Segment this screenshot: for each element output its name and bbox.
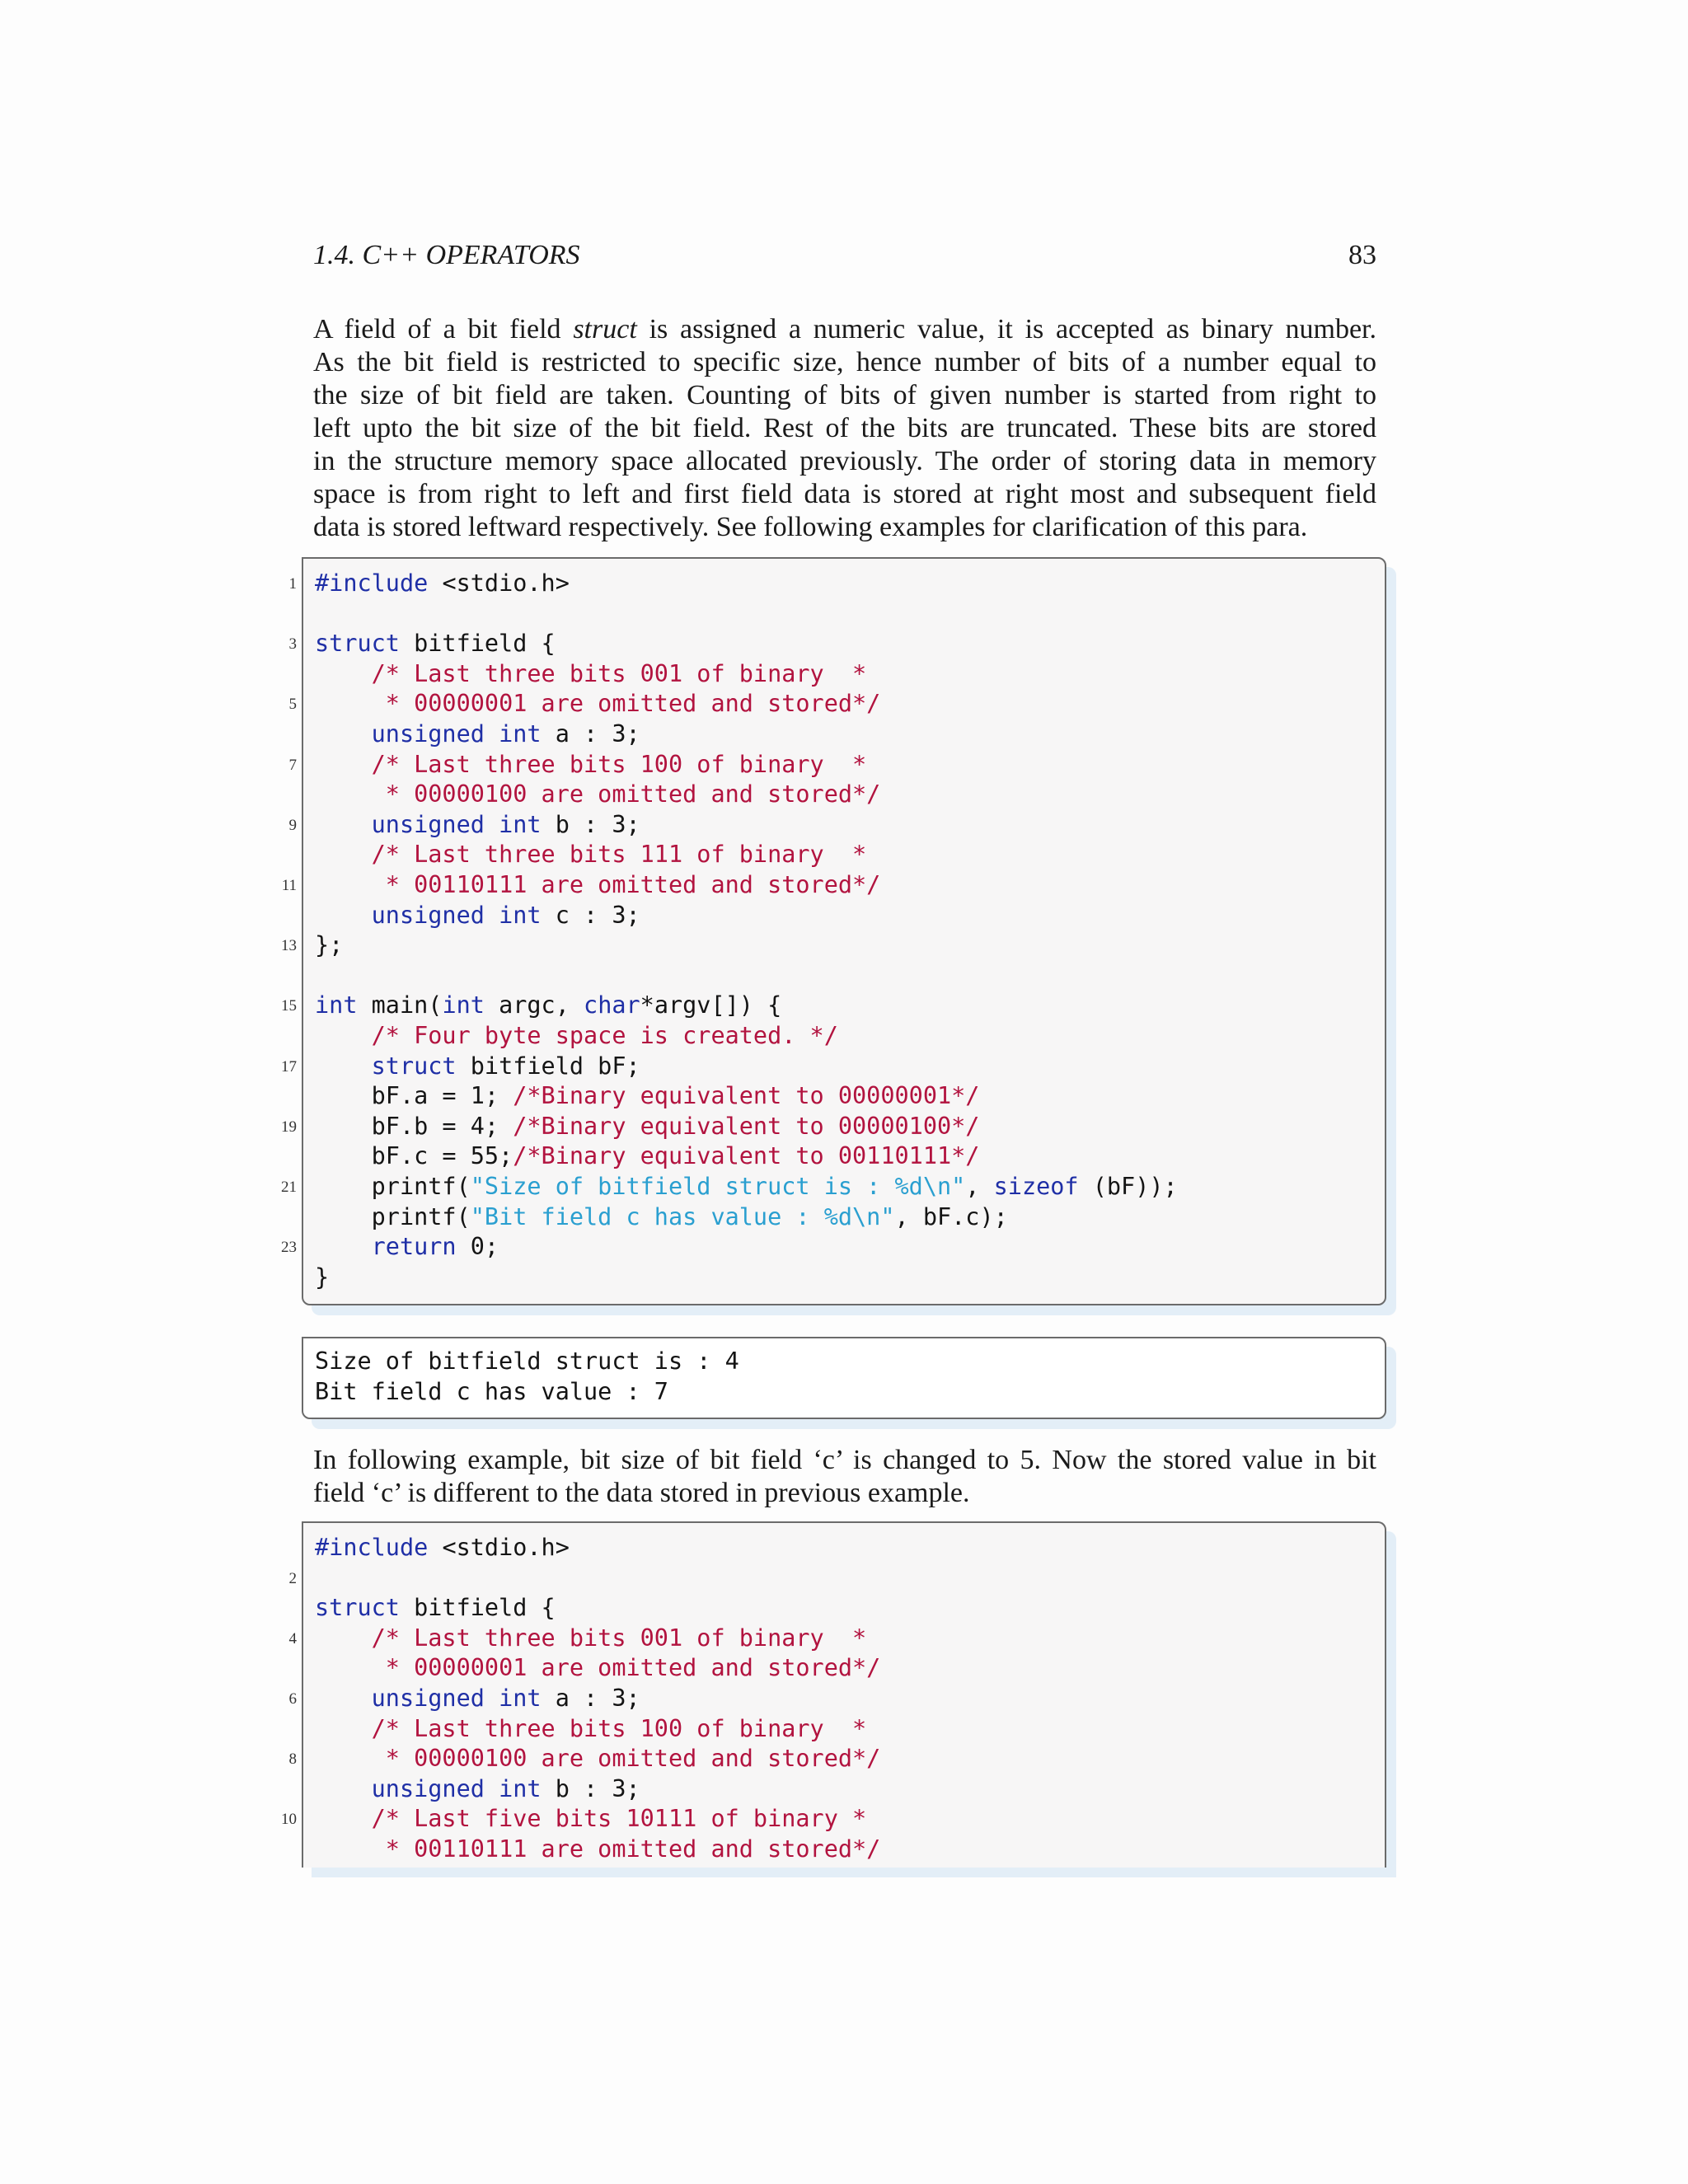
code-comment: /* Last three bits 001 of binary * <box>371 1624 867 1652</box>
code-text <box>315 841 372 868</box>
code-line <box>315 1653 880 1684</box>
code-text <box>315 660 372 687</box>
line-number: 2 <box>288 1569 297 1587</box>
code-text <box>315 1654 386 1681</box>
line-number: 13 <box>281 937 297 955</box>
paragraph-line <box>313 445 1376 478</box>
code-comment: /* Last three bits 100 of binary * <box>371 1714 867 1742</box>
code-keyword: int <box>499 1685 542 1712</box>
code-text <box>315 1685 372 1712</box>
line-number: 19 <box>281 1118 297 1136</box>
code-text: bF.a = 1; <box>315 1082 513 1110</box>
code-text: <stdio.h> <box>428 569 570 597</box>
line-number: 10 <box>281 1811 297 1829</box>
section-title: 1.4. C++ OPERATORS <box>313 240 580 270</box>
code-text: 0; <box>456 1233 499 1261</box>
code-text <box>315 902 372 929</box>
code-line <box>315 1232 499 1263</box>
code-line <box>315 1593 556 1624</box>
line-number: 8 <box>288 1750 297 1769</box>
code-text <box>485 902 499 929</box>
code-line <box>315 1714 866 1745</box>
code-line <box>315 1052 640 1082</box>
code-comment: /* Four byte space is created. */ <box>371 1022 838 1049</box>
code-text <box>315 1052 372 1080</box>
code-keyword: sizeof <box>993 1173 1079 1200</box>
code-text: <stdio.h> <box>428 1534 570 1561</box>
code-comment: /* Last three bits 001 of binary * <box>371 659 867 687</box>
code-listing-1 <box>302 557 1386 1305</box>
code-line <box>315 930 343 961</box>
code-text <box>315 751 372 778</box>
code-comment: * 00110111 are omitted and stored*/ <box>385 871 881 898</box>
code-line <box>315 901 640 931</box>
code-string: "Size of bitfield struct is : %d\n" <box>470 1173 966 1200</box>
code-keyword: char <box>584 991 640 1019</box>
code-line <box>315 1021 838 1052</box>
code-line <box>315 629 556 659</box>
text-run: In following example, bit size of bit field ‘c’ is changed to 5. Now the stored value in bit <box>313 1445 1376 1475</box>
paragraph-line <box>313 313 1376 346</box>
line-number: 7 <box>288 756 297 774</box>
code-line <box>315 1624 866 1654</box>
text-run: left upto the bit size of the bit field. Rest of the bits are truncated. These bits are stored <box>313 413 1376 443</box>
code-line <box>315 1744 880 1774</box>
code-text: a : 3; <box>541 720 640 748</box>
code-text <box>315 1233 372 1260</box>
code-text: printf( <box>315 1202 471 1230</box>
line-number: 23 <box>281 1239 297 1257</box>
code-text: printf( <box>315 1173 471 1200</box>
line-number: 11 <box>281 877 297 894</box>
code-text: c : 3; <box>541 901 640 929</box>
code-text: a : 3; <box>541 1685 640 1712</box>
code-text: }; <box>315 931 344 959</box>
code-keyword: unsigned <box>371 1774 485 1802</box>
code-text <box>315 1022 372 1049</box>
code-line <box>315 1112 979 1142</box>
paragraph-line <box>313 1477 1376 1510</box>
code-text <box>315 690 386 717</box>
code-line <box>315 1172 1178 1202</box>
code-text <box>315 871 386 898</box>
line-number: 4 <box>288 1629 297 1647</box>
code-comment: /*Binary equivalent to 00110111*/ <box>513 1142 980 1170</box>
code-text: bF.c = 55; <box>315 1142 513 1170</box>
emphasis-text: struct <box>573 314 637 344</box>
code-line <box>315 870 880 901</box>
line-number: 21 <box>281 1179 297 1196</box>
paragraph-line <box>313 511 1376 544</box>
code-text: *argv[]) { <box>640 991 782 1019</box>
code-keyword: int <box>499 901 542 929</box>
paragraph-bit-size-change <box>313 1444 1376 1510</box>
code-text <box>315 1835 386 1863</box>
code-line <box>315 689 880 719</box>
code-line <box>315 1835 880 1865</box>
code-comment: * 00000001 are omitted and stored*/ <box>385 690 881 718</box>
code-preprocessor: #include <box>315 569 429 597</box>
code-line <box>315 659 866 690</box>
code-text <box>315 811 372 838</box>
code-line <box>315 1263 329 1293</box>
text-run: is assigned a numeric value, it is accepted as binary number. <box>636 314 1376 344</box>
code-line <box>315 750 866 780</box>
code-comment: /*Binary equivalent to 00000100*/ <box>513 1112 980 1140</box>
code-keyword: unsigned <box>371 1685 485 1712</box>
paragraph-line <box>313 478 1376 511</box>
code-keyword: int <box>499 810 542 838</box>
code-keyword: return <box>371 1233 457 1261</box>
code-text: , bF.c); <box>894 1202 1008 1230</box>
code-text <box>315 1775 372 1802</box>
code-text: argc, <box>484 991 584 1019</box>
text-run: space is from right to left and first field data is stored at right most and subsequent field <box>313 479 1376 509</box>
code-comment: /* Last three bits 111 of binary * <box>371 841 867 869</box>
code-line <box>315 1141 979 1172</box>
code-listing-2 <box>302 1521 1386 1868</box>
code-text: bitfield bF; <box>456 1052 640 1080</box>
line-number: 5 <box>288 696 297 714</box>
program-output-1 <box>302 1337 1386 1419</box>
code-string: "Bit field c has value : %d\n" <box>470 1202 895 1230</box>
code-line <box>315 569 570 599</box>
text-run: data is stored leftward respectively. See following examples for clarification of this para. <box>313 512 1308 542</box>
code-text <box>315 1715 372 1742</box>
text-run: the size of bit field are taken. Counting of bits of given number is started from right to <box>313 380 1376 410</box>
line-number: 17 <box>281 1057 297 1076</box>
code-text <box>315 1624 372 1652</box>
code-keyword: int <box>499 720 542 748</box>
code-comment: * 00000100 are omitted and stored*/ <box>385 780 881 808</box>
line-number: 9 <box>288 816 297 834</box>
code-line <box>315 1377 668 1408</box>
code-line <box>315 1804 866 1835</box>
code-comment: * 00000001 are omitted and stored*/ <box>385 1654 881 1682</box>
code-comment: /*Binary equivalent to 00000001*/ <box>513 1082 980 1110</box>
code-text: Bit field c has value : 7 <box>315 1377 668 1405</box>
code-text: main( <box>357 991 443 1019</box>
code-text <box>485 1685 499 1712</box>
code-keyword: int <box>442 991 485 1019</box>
line-number: 1 <box>288 575 297 593</box>
code-keyword: int <box>499 1774 542 1802</box>
line-number: 15 <box>281 997 297 1015</box>
text-run: field ‘c’ is different to the data stored in previous example. <box>313 1478 970 1508</box>
code-line <box>315 1533 570 1563</box>
code-comment: /* Last five bits 10111 of binary * <box>371 1805 867 1833</box>
paragraph-line <box>313 379 1376 412</box>
code-line <box>315 719 640 750</box>
code-line <box>315 840 866 870</box>
code-text <box>485 1775 499 1802</box>
code-text <box>315 780 386 808</box>
code-line <box>315 1774 640 1805</box>
code-text <box>315 720 372 748</box>
code-keyword: struct <box>315 630 400 658</box>
text-run: in the structure memory space allocated previously. The order of storing data in memory <box>313 446 1376 476</box>
code-text <box>485 720 499 748</box>
code-line <box>315 1684 640 1714</box>
text-run: A field of a bit field <box>313 314 574 344</box>
page-number: 83 <box>1348 240 1376 270</box>
code-text: , <box>965 1173 994 1200</box>
code-text: bitfield { <box>399 1594 556 1622</box>
paragraph-line <box>313 346 1376 379</box>
paragraph-line <box>313 412 1376 445</box>
code-line <box>315 1202 1008 1233</box>
code-keyword: struct <box>371 1052 457 1080</box>
code-keyword: unsigned <box>371 901 485 929</box>
code-text <box>485 811 499 838</box>
code-text: Size of bitfield struct is : 4 <box>315 1347 739 1375</box>
code-text: b : 3; <box>541 1774 640 1802</box>
code-keyword: unsigned <box>371 720 485 748</box>
code-line <box>315 1081 979 1112</box>
code-line <box>315 780 880 810</box>
text-run: As the bit field is restricted to specific size, hence number of bits of a number equal to <box>313 347 1376 377</box>
code-comment: * 00000100 are omitted and stored*/ <box>385 1745 881 1773</box>
running-header <box>313 234 1376 277</box>
code-comment: /* Last three bits 100 of binary * <box>371 750 867 778</box>
code-line <box>315 810 640 841</box>
code-preprocessor: #include <box>315 1534 429 1561</box>
paragraph-line <box>313 1444 1376 1477</box>
line-number: 3 <box>288 635 297 654</box>
paragraph-bit-field-intro <box>313 313 1376 544</box>
code-keyword: unsigned <box>371 810 485 838</box>
code-keyword: struct <box>315 1594 400 1622</box>
code-text <box>315 1745 386 1772</box>
code-line <box>315 991 781 1021</box>
code-text: bF.b = 4; <box>315 1112 513 1140</box>
code-text <box>315 1805 372 1832</box>
code-text: bitfield { <box>399 630 556 658</box>
code-text: b : 3; <box>541 810 640 838</box>
code-text: } <box>315 1263 330 1291</box>
code-text: (bF)); <box>1078 1173 1178 1200</box>
line-number: 6 <box>288 1690 297 1708</box>
code-keyword: int <box>315 991 358 1019</box>
code-comment: * 00110111 are omitted and stored*/ <box>385 1835 881 1863</box>
code-line <box>315 1347 739 1377</box>
